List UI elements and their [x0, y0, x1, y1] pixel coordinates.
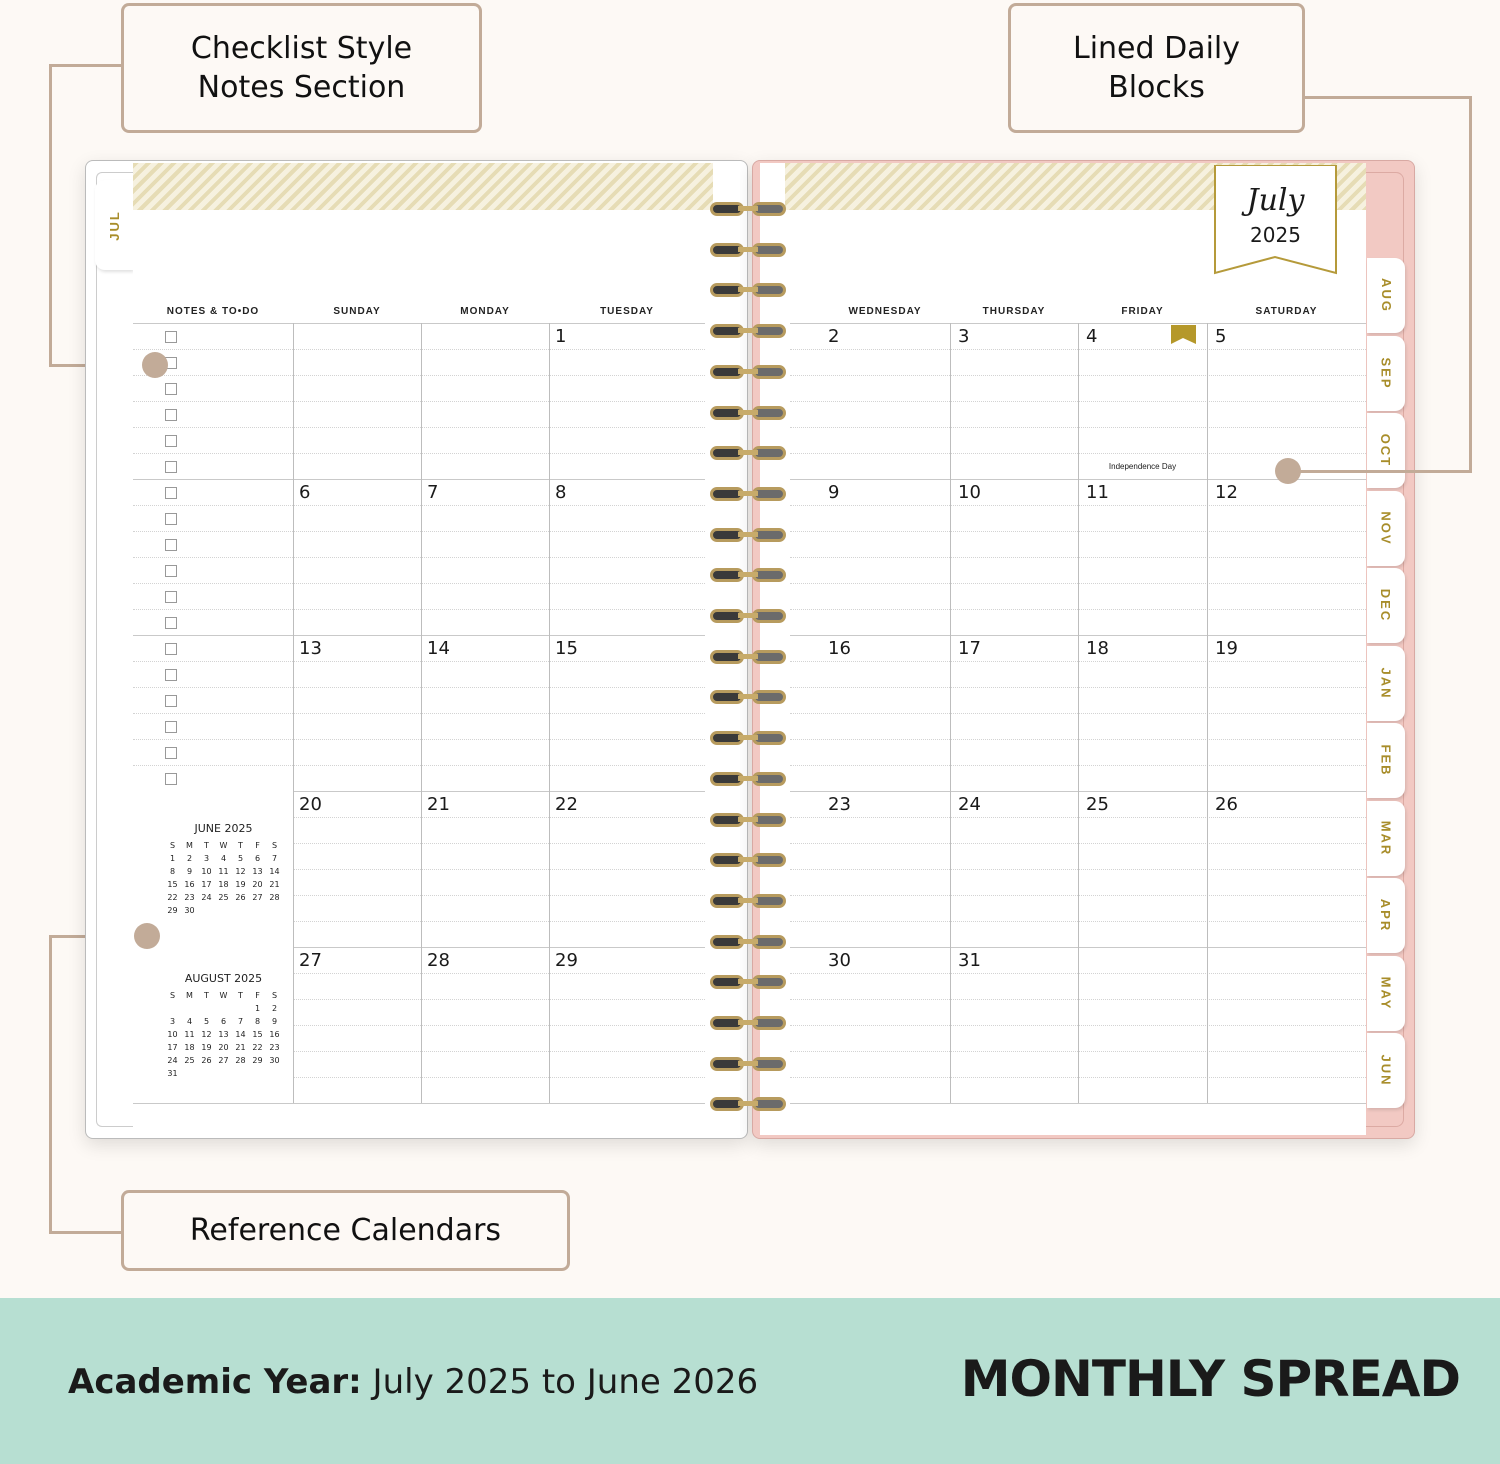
day-header: SATURDAY [1255, 306, 1318, 317]
mini-date: 25 [218, 893, 229, 902]
tab-apr[interactable] [1367, 878, 1405, 953]
mini-date [215, 904, 232, 917]
spiral-coil [708, 406, 788, 420]
writing-line [293, 869, 705, 870]
mini-date [266, 1067, 283, 1080]
checkbox[interactable] [165, 773, 177, 785]
day-number: 31 [958, 950, 981, 971]
connector-line [1469, 96, 1472, 473]
checkbox[interactable] [165, 591, 177, 603]
writing-line [133, 375, 705, 376]
mini-date: 9 [271, 1017, 278, 1026]
day-header: SUNDAY [333, 306, 381, 317]
writing-line [293, 1025, 705, 1026]
checkbox[interactable] [165, 331, 177, 343]
mini-dow: W [219, 991, 228, 1000]
tab-label: JAN [1378, 666, 1394, 700]
callout-dot [142, 352, 168, 378]
mini-date: 19 [201, 1043, 212, 1052]
grid-line [133, 1103, 705, 1104]
day-number: 2 [828, 326, 840, 347]
mini-dow: T [238, 991, 243, 1000]
mini-calendar-table [164, 839, 283, 917]
mini-date: 19 [235, 880, 246, 889]
tab-label: APR [1378, 898, 1394, 933]
day-header: TUESDAY [600, 306, 654, 317]
mini-date [164, 1002, 181, 1015]
day-number: 11 [1086, 482, 1109, 503]
day-number: 26 [1215, 794, 1238, 815]
writing-line [133, 427, 705, 428]
checkbox[interactable] [165, 539, 177, 551]
tab-label: MAY [1378, 976, 1394, 1010]
callout-text: Reference Calendars [189, 1213, 502, 1248]
grid-line [133, 479, 705, 480]
mini-date: 13 [252, 867, 263, 876]
mini-date: 23 [269, 1043, 280, 1052]
mini-date: 4 [220, 854, 227, 863]
spiral-coil [708, 487, 788, 501]
mini-date: 26 [201, 1056, 212, 1065]
day-number: 21 [427, 794, 450, 815]
writing-line [133, 505, 705, 506]
day-number: 24 [958, 794, 981, 815]
spiral-coil [708, 1016, 788, 1030]
mini-date [215, 1067, 232, 1080]
mini-date: 8 [254, 1017, 261, 1026]
tab-label: SEP [1378, 356, 1394, 390]
writing-line [293, 895, 705, 896]
mini-date: 31 [167, 1069, 178, 1078]
day-number: 4 [1086, 326, 1098, 347]
mini-date: 10 [201, 867, 212, 876]
spiral-coil [708, 772, 788, 786]
checkbox[interactable] [165, 565, 177, 577]
mini-date: 11 [218, 867, 229, 876]
callout-dot [134, 923, 160, 949]
checkbox[interactable] [165, 617, 177, 629]
spiral-coil [708, 243, 788, 257]
tab-label: JUL [106, 209, 122, 241]
mini-dow: M [186, 991, 193, 1000]
grid-line [293, 791, 705, 792]
mini-date: 6 [254, 854, 261, 863]
spiral-coil [708, 609, 788, 623]
mini-date: 25 [184, 1056, 195, 1065]
day-header: MONDAY [460, 306, 510, 317]
spiral-coil [708, 324, 788, 338]
day-number: 1 [555, 326, 567, 347]
spiral-coil [708, 528, 788, 542]
spiral-coil [708, 568, 788, 582]
day-number: 3 [958, 326, 970, 347]
writing-line [133, 609, 705, 610]
writing-line [133, 739, 705, 740]
writing-line [293, 1077, 705, 1078]
writing-line [293, 1051, 705, 1052]
mini-date [181, 1002, 198, 1015]
mini-date: 5 [203, 1017, 210, 1026]
mini-date: 30 [269, 1056, 280, 1065]
mini-calendar [160, 972, 287, 1080]
mini-dow: S [271, 991, 278, 1000]
mini-date [249, 1067, 266, 1080]
mini-date: 2 [186, 854, 193, 863]
mini-calendar-title: JUNE 2025 [194, 822, 253, 835]
writing-line [293, 973, 705, 974]
day-header: FRIDAY [1121, 306, 1164, 317]
tab-label: MAR [1378, 820, 1394, 856]
day-number: 28 [427, 950, 450, 971]
writing-line [293, 999, 705, 1000]
day-number: 9 [828, 482, 840, 503]
day-number: 13 [299, 638, 322, 659]
spiral-coil [708, 894, 788, 908]
mini-date [198, 904, 215, 917]
writing-line [293, 817, 705, 818]
connector-line [49, 1231, 122, 1234]
checkbox[interactable] [165, 513, 177, 525]
mini-date: 28 [269, 893, 280, 902]
mini-date: 8 [169, 867, 176, 876]
mini-date: 21 [269, 880, 280, 889]
footer-band [0, 1298, 1500, 1464]
mini-date: 16 [184, 880, 195, 889]
tab-dec[interactable] [1367, 568, 1405, 643]
writing-line [133, 765, 705, 766]
month-name: July [1246, 183, 1305, 218]
writing-line [293, 921, 705, 922]
callout-text: Checklist Style Notes Section [190, 31, 413, 105]
connector-line [49, 64, 122, 67]
mini-date: 12 [201, 1030, 212, 1039]
checkbox[interactable] [165, 461, 177, 473]
mini-date: 20 [218, 1043, 229, 1052]
tab-label: NOV [1378, 510, 1394, 546]
mini-date [198, 1067, 215, 1080]
tab-oct[interactable] [1367, 413, 1405, 488]
tab-feb[interactable] [1367, 723, 1405, 798]
mini-date: 29 [167, 906, 178, 915]
connector-line [1304, 96, 1472, 99]
mini-date: 12 [235, 867, 246, 876]
spiral-coil [708, 365, 788, 379]
writing-line [133, 661, 705, 662]
mini-dow: M [186, 841, 193, 850]
spiral-coil [708, 1057, 788, 1071]
callout-text: Lined Daily Blocks [1072, 31, 1240, 105]
day-number: 29 [555, 950, 578, 971]
grid-line [421, 323, 422, 1103]
mini-dow: T [238, 841, 243, 850]
mini-date: 17 [167, 1043, 178, 1052]
checkbox[interactable] [165, 695, 177, 707]
mini-date: 15 [252, 1030, 263, 1039]
mini-date: 22 [252, 1043, 263, 1052]
day-number: 14 [427, 638, 450, 659]
mini-date: 23 [184, 893, 195, 902]
tab-label: FEB [1378, 744, 1394, 777]
callout-reference-calendars [121, 1190, 570, 1271]
mini-date: 3 [169, 1017, 176, 1026]
month-banner [1214, 165, 1337, 275]
mini-date [215, 1002, 232, 1015]
mini-date [232, 1002, 249, 1015]
connector-line [49, 935, 52, 1234]
mini-date: 17 [201, 880, 212, 889]
mini-date: 10 [167, 1030, 178, 1039]
grid-line [1078, 323, 1079, 1103]
day-header: NOTES & TO•DO [166, 306, 260, 317]
writing-line [133, 453, 705, 454]
writing-line [133, 583, 705, 584]
mini-date: 9 [186, 867, 193, 876]
checkbox[interactable] [165, 643, 177, 655]
writing-line [133, 401, 705, 402]
grid-line [790, 1103, 1366, 1104]
mini-date: 7 [237, 1017, 244, 1026]
spiral-coil [708, 975, 788, 989]
mini-date: 20 [252, 880, 263, 889]
day-number: 17 [958, 638, 981, 659]
day-number: 12 [1215, 482, 1238, 503]
footer-title: MONTHLY SPREAD [960, 1350, 1460, 1408]
mini-dow: F [255, 991, 260, 1000]
spiral-coil [708, 446, 788, 460]
checkbox[interactable] [165, 409, 177, 421]
mini-date: 14 [235, 1030, 246, 1039]
academic-year-value: July 2025 to June 2026 [361, 1362, 759, 1402]
spiral-coil [708, 935, 788, 949]
day-number: 16 [828, 638, 851, 659]
grid-line [133, 635, 705, 636]
mini-dow: F [255, 841, 260, 850]
academic-year-label: Academic Year: [68, 1362, 362, 1402]
holiday-flag-icon [1171, 325, 1196, 345]
day-number: 30 [828, 950, 851, 971]
grid-line [1207, 323, 1208, 1103]
mini-dow: T [204, 991, 209, 1000]
grid-line [293, 323, 294, 1103]
mini-date: 16 [269, 1030, 280, 1039]
mini-date: 3 [203, 854, 210, 863]
grid-line [549, 323, 550, 1103]
mini-date: 29 [252, 1056, 263, 1065]
day-number: 23 [828, 794, 851, 815]
spiral-coil [708, 1097, 788, 1111]
checkbox[interactable] [165, 435, 177, 447]
mini-date: 2 [271, 1004, 278, 1013]
tab-mar[interactable] [1367, 801, 1405, 876]
mini-date [198, 1002, 215, 1015]
spiral-coil [708, 853, 788, 867]
spiral-coil [708, 731, 788, 745]
connector-line [1288, 470, 1472, 473]
spiral-coil [708, 650, 788, 664]
mini-dow: W [219, 841, 228, 850]
day-number: 22 [555, 794, 578, 815]
day-number: 10 [958, 482, 981, 503]
mini-date: 18 [184, 1043, 195, 1052]
mini-date [266, 904, 283, 917]
day-header: WEDNESDAY [848, 306, 922, 317]
mini-calendar [160, 822, 287, 917]
day-number: 6 [299, 482, 311, 503]
day-number: 5 [1215, 326, 1227, 347]
mini-dow: S [271, 841, 278, 850]
writing-line [133, 687, 705, 688]
mini-calendar-title: AUGUST 2025 [184, 972, 263, 985]
grid-line [133, 323, 705, 324]
day-header: THURSDAY [982, 306, 1046, 317]
writing-line [133, 557, 705, 558]
spiral-coil [708, 283, 788, 297]
mini-date: 11 [184, 1030, 195, 1039]
mini-date: 22 [167, 893, 178, 902]
mini-date: 27 [252, 893, 263, 902]
mini-date [181, 1067, 198, 1080]
cover-inner-edge [96, 172, 136, 1127]
mini-date: 5 [237, 854, 244, 863]
mini-date [232, 1067, 249, 1080]
mini-date: 1 [169, 854, 176, 863]
mini-date: 21 [235, 1043, 246, 1052]
spiral-coil [708, 813, 788, 827]
tab-may[interactable] [1367, 956, 1405, 1031]
tab-label: DEC [1378, 588, 1394, 623]
day-number: 19 [1215, 638, 1238, 659]
academic-year [68, 1362, 758, 1402]
mini-date: 24 [167, 1056, 178, 1065]
mini-date: 28 [235, 1056, 246, 1065]
header-stripe [133, 163, 713, 210]
year: 2025 [1250, 223, 1301, 247]
checkbox[interactable] [165, 669, 177, 681]
mini-calendar-table [164, 989, 283, 1080]
day-number: 8 [555, 482, 567, 503]
banner-shape [1214, 165, 1337, 275]
callout-lined-blocks [1008, 3, 1305, 133]
mini-date: 13 [218, 1030, 229, 1039]
checkbox[interactable] [165, 383, 177, 395]
tab-aug[interactable] [1367, 258, 1405, 333]
connector-line [49, 64, 52, 367]
day-number: 27 [299, 950, 322, 971]
tab-nov[interactable] [1367, 491, 1405, 566]
mini-date [249, 904, 266, 917]
mini-date: 18 [218, 880, 229, 889]
tab-jun[interactable] [1367, 1033, 1405, 1108]
spiral-coil [708, 202, 788, 216]
mini-date: 26 [235, 893, 246, 902]
writing-line [133, 349, 705, 350]
holiday-label: Independence Day [1108, 462, 1177, 471]
tab-label: AUG [1378, 278, 1394, 313]
mini-dow: T [204, 841, 209, 850]
day-number: 20 [299, 794, 322, 815]
day-number: 15 [555, 638, 578, 659]
mini-date: 14 [269, 867, 280, 876]
tab-sep[interactable] [1367, 336, 1405, 411]
callout-checklist-notes [121, 3, 482, 133]
tab-jul[interactable] [95, 180, 133, 270]
checkbox[interactable] [165, 721, 177, 733]
day-number: 25 [1086, 794, 1109, 815]
grid-line [293, 947, 705, 948]
mini-dow: S [169, 991, 176, 1000]
day-number: 18 [1086, 638, 1109, 659]
mini-date: 27 [218, 1056, 229, 1065]
mini-date: 30 [184, 906, 195, 915]
mini-date: 4 [186, 1017, 193, 1026]
tab-jan[interactable] [1367, 646, 1405, 721]
mini-date: 6 [220, 1017, 227, 1026]
mini-date [232, 904, 249, 917]
checkbox[interactable] [165, 487, 177, 499]
writing-line [133, 531, 705, 532]
grid-line [950, 323, 951, 1103]
mini-dow: S [169, 841, 176, 850]
writing-line [133, 713, 705, 714]
mini-date: 24 [201, 893, 212, 902]
checkbox[interactable] [165, 747, 177, 759]
mini-date: 7 [271, 854, 278, 863]
writing-line [293, 843, 705, 844]
spiral-coil [708, 690, 788, 704]
mini-date: 1 [254, 1004, 261, 1013]
day-number: 7 [427, 482, 439, 503]
tab-label: JUN [1378, 1054, 1394, 1087]
tab-label: OCT [1378, 433, 1394, 468]
mini-date: 15 [167, 880, 178, 889]
